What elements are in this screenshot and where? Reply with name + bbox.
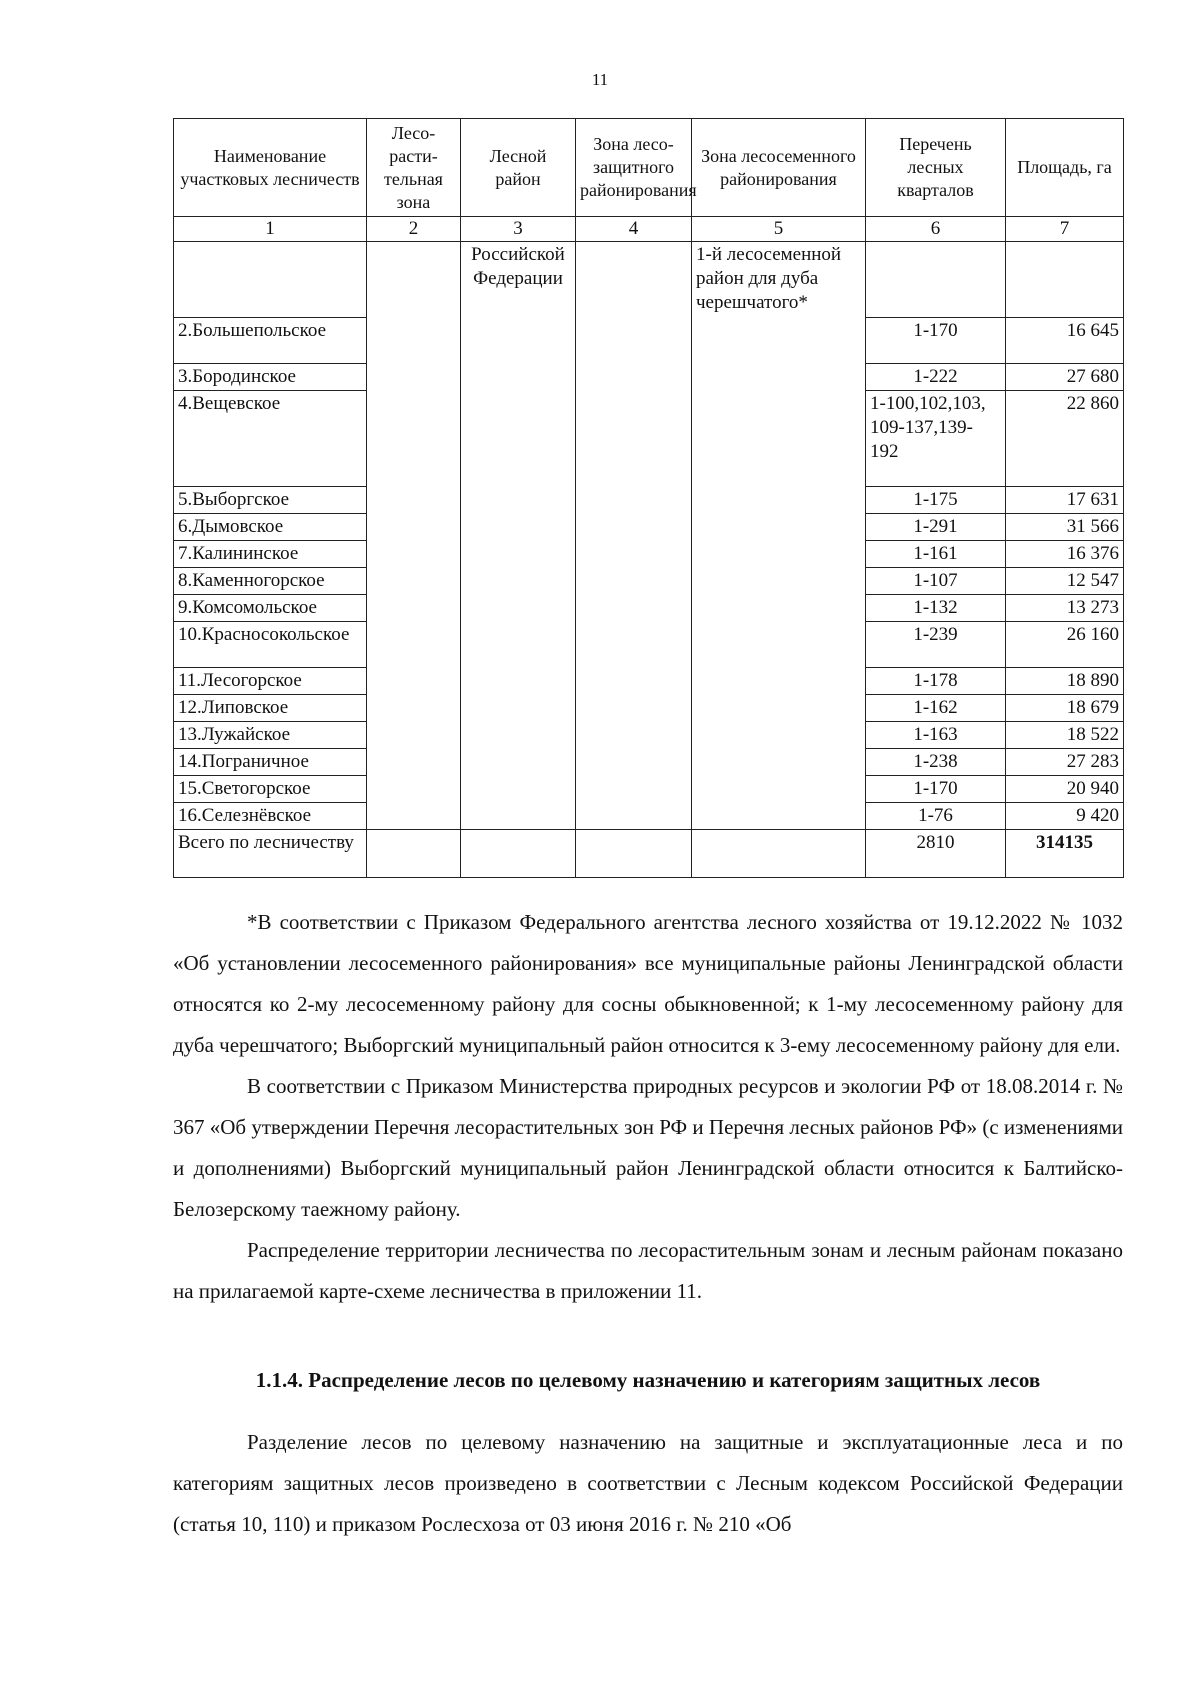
- footnote-block: [173, 902, 1123, 1312]
- header-seed-zone: Зона лесосеменного районирования: [692, 119, 866, 217]
- cell-quarters: 1-163: [866, 722, 1006, 749]
- header-vegetation-zone: Лесо-расти-тельная зона: [367, 119, 461, 217]
- cell-quarters: 1-161: [866, 541, 1006, 568]
- cell-area: 27 283: [1006, 749, 1124, 776]
- col-num-7: 7: [1006, 217, 1124, 242]
- cell-forestry-name: 13.Лужайское: [174, 722, 367, 749]
- paragraph-section: Разделение лесов по целевому назначению на защитные и эксплуатационные леса и по категориям защитных лесов произведено в соответствии с Лесным кодексом Российской Федерации (статья 10, 110) и приказом Рослесхоза от 03 июня 2016 г. № 210 «Об: [173, 1430, 1123, 1536]
- cell-quarters: 1-222: [866, 364, 1006, 391]
- cell-quarters: 1-178: [866, 668, 1006, 695]
- cell-area: 16 645: [1006, 318, 1124, 364]
- section-text-block: [173, 1422, 1123, 1545]
- col-num-4: 4: [576, 217, 692, 242]
- cell-area: 18 890: [1006, 668, 1124, 695]
- total-row: [174, 830, 1124, 878]
- forestry-table: [173, 118, 1124, 878]
- cell-quarters: 1-132: [866, 595, 1006, 622]
- col-num-3: 3: [461, 217, 576, 242]
- total-label: Всего по лесничеству: [174, 830, 367, 878]
- page-number: 11: [591, 70, 609, 89]
- cell-quarters: 1-170: [866, 776, 1006, 803]
- protection-zone-cell: [576, 242, 692, 830]
- column-numbers-row: [174, 217, 1124, 242]
- cell-area: 13 273: [1006, 595, 1124, 622]
- cell-area: 27 680: [1006, 364, 1124, 391]
- section-heading: 1.1.4. Распределение лесов по целевому назначению и категориям защитных лесов: [255, 1368, 1041, 1392]
- cell-quarters: 1-76: [866, 803, 1006, 830]
- cell-forestry-name: 9.Комсомольское: [174, 595, 367, 622]
- cell-area: 17 631: [1006, 487, 1124, 514]
- cell-quarters: 1-175: [866, 487, 1006, 514]
- cell-forestry-name: 6.Дымовское: [174, 514, 367, 541]
- total-empty-2: [367, 830, 461, 878]
- cell-area: 18 679: [1006, 695, 1124, 722]
- header-forest-region: Лесной район: [461, 119, 576, 217]
- total-quarters: 2810: [866, 830, 1006, 878]
- total-empty-5: [692, 830, 866, 878]
- cell-quarters: 1-170: [866, 318, 1006, 364]
- cell-quarters: 1-100,102,103, 109-137,139-192: [866, 391, 1006, 487]
- continuation-area: [1006, 242, 1124, 318]
- cell-forestry-name: 10.Красносокольское: [174, 622, 367, 668]
- cell-area: 22 860: [1006, 391, 1124, 487]
- cell-area: 16 376: [1006, 541, 1124, 568]
- vegetation-zone-cell: [367, 242, 461, 830]
- seed-zone-cell: 1-й лесосеменной район для дуба черешчатого*: [692, 242, 866, 830]
- continuation-quarters: [866, 242, 1006, 318]
- col-num-5: 5: [692, 217, 866, 242]
- paragraph-map: Распределение территории лесничества по лесорастительным зонам и лесным районам показано на прилагаемой карте-схеме лесничества в приложении 11.: [173, 1238, 1123, 1303]
- cell-forestry-name: 12.Липовское: [174, 695, 367, 722]
- cell-area: 12 547: [1006, 568, 1124, 595]
- header-name: Наименование участковых лесничеств: [174, 119, 367, 217]
- cell-quarters: 1-238: [866, 749, 1006, 776]
- col-num-2: 2: [367, 217, 461, 242]
- paragraph-zones: В соответствии с Приказом Министерства природных ресурсов и экологии РФ от 18.08.2014 г. № 367 «Об утверждении Перечня лесорастительных зон РФ и Перечня лесных районов РФ» (с изменениями и дополнениями) Выборгский муниципальный район Ленинградской области относится к Балтийско-Белозерскому таежному району.: [173, 1074, 1123, 1221]
- col-num-1: 1: [174, 217, 367, 242]
- table-header-row: [174, 119, 1124, 217]
- cell-forestry-name: 8.Каменногорское: [174, 568, 367, 595]
- total-empty-3: [461, 830, 576, 878]
- cell-forestry-name: 4.Вещевское: [174, 391, 367, 487]
- continuation-name: [174, 242, 367, 318]
- col-num-6: 6: [866, 217, 1006, 242]
- cell-forestry-name: 5.Выборгское: [174, 487, 367, 514]
- cell-area: 20 940: [1006, 776, 1124, 803]
- header-area: Площадь, га: [1006, 119, 1124, 217]
- cell-forestry-name: 7.Калининское: [174, 541, 367, 568]
- cell-quarters: 1-291: [866, 514, 1006, 541]
- cell-forestry-name: 15.Светогорское: [174, 776, 367, 803]
- cell-forestry-name: 14.Пограничное: [174, 749, 367, 776]
- cell-area: 26 160: [1006, 622, 1124, 668]
- cell-forestry-name: 3.Бородинское: [174, 364, 367, 391]
- cell-area: 9 420: [1006, 803, 1124, 830]
- cell-forestry-name: 16.Селезнёвское: [174, 803, 367, 830]
- cell-quarters: 1-107: [866, 568, 1006, 595]
- cell-quarters: 1-239: [866, 622, 1006, 668]
- continuation-row: [174, 242, 1124, 318]
- forest-region-cell: Российской Федерации: [461, 242, 576, 830]
- cell-area: 31 566: [1006, 514, 1124, 541]
- paragraph-footnote: *В соответствии с Приказом Федерального агентства лесного хозяйства от 19.12.2022 № 1032 «Об установлении лесосеменного районирования» все муниципальные районы Ленинградской области относятся ко 2-му лесосеменному району для сосны обыкновенной; к 1-му лесосеменному району для дуба черешчатого; Выборгский муниципальный район относится к 3-ему лесосеменному району для ели.: [173, 910, 1123, 1057]
- cell-forestry-name: 2.Большепольское: [174, 318, 367, 364]
- header-quarters: Перечень лесных кварталов: [866, 119, 1006, 217]
- table-body: [174, 217, 1124, 878]
- total-area: 314135: [1006, 830, 1124, 878]
- cell-quarters: 1-162: [866, 695, 1006, 722]
- header-protection-zone: Зона лесо-защитного районирования: [576, 119, 692, 217]
- cell-area: 18 522: [1006, 722, 1124, 749]
- cell-forestry-name: 11.Лесогорское: [174, 668, 367, 695]
- total-empty-4: [576, 830, 692, 878]
